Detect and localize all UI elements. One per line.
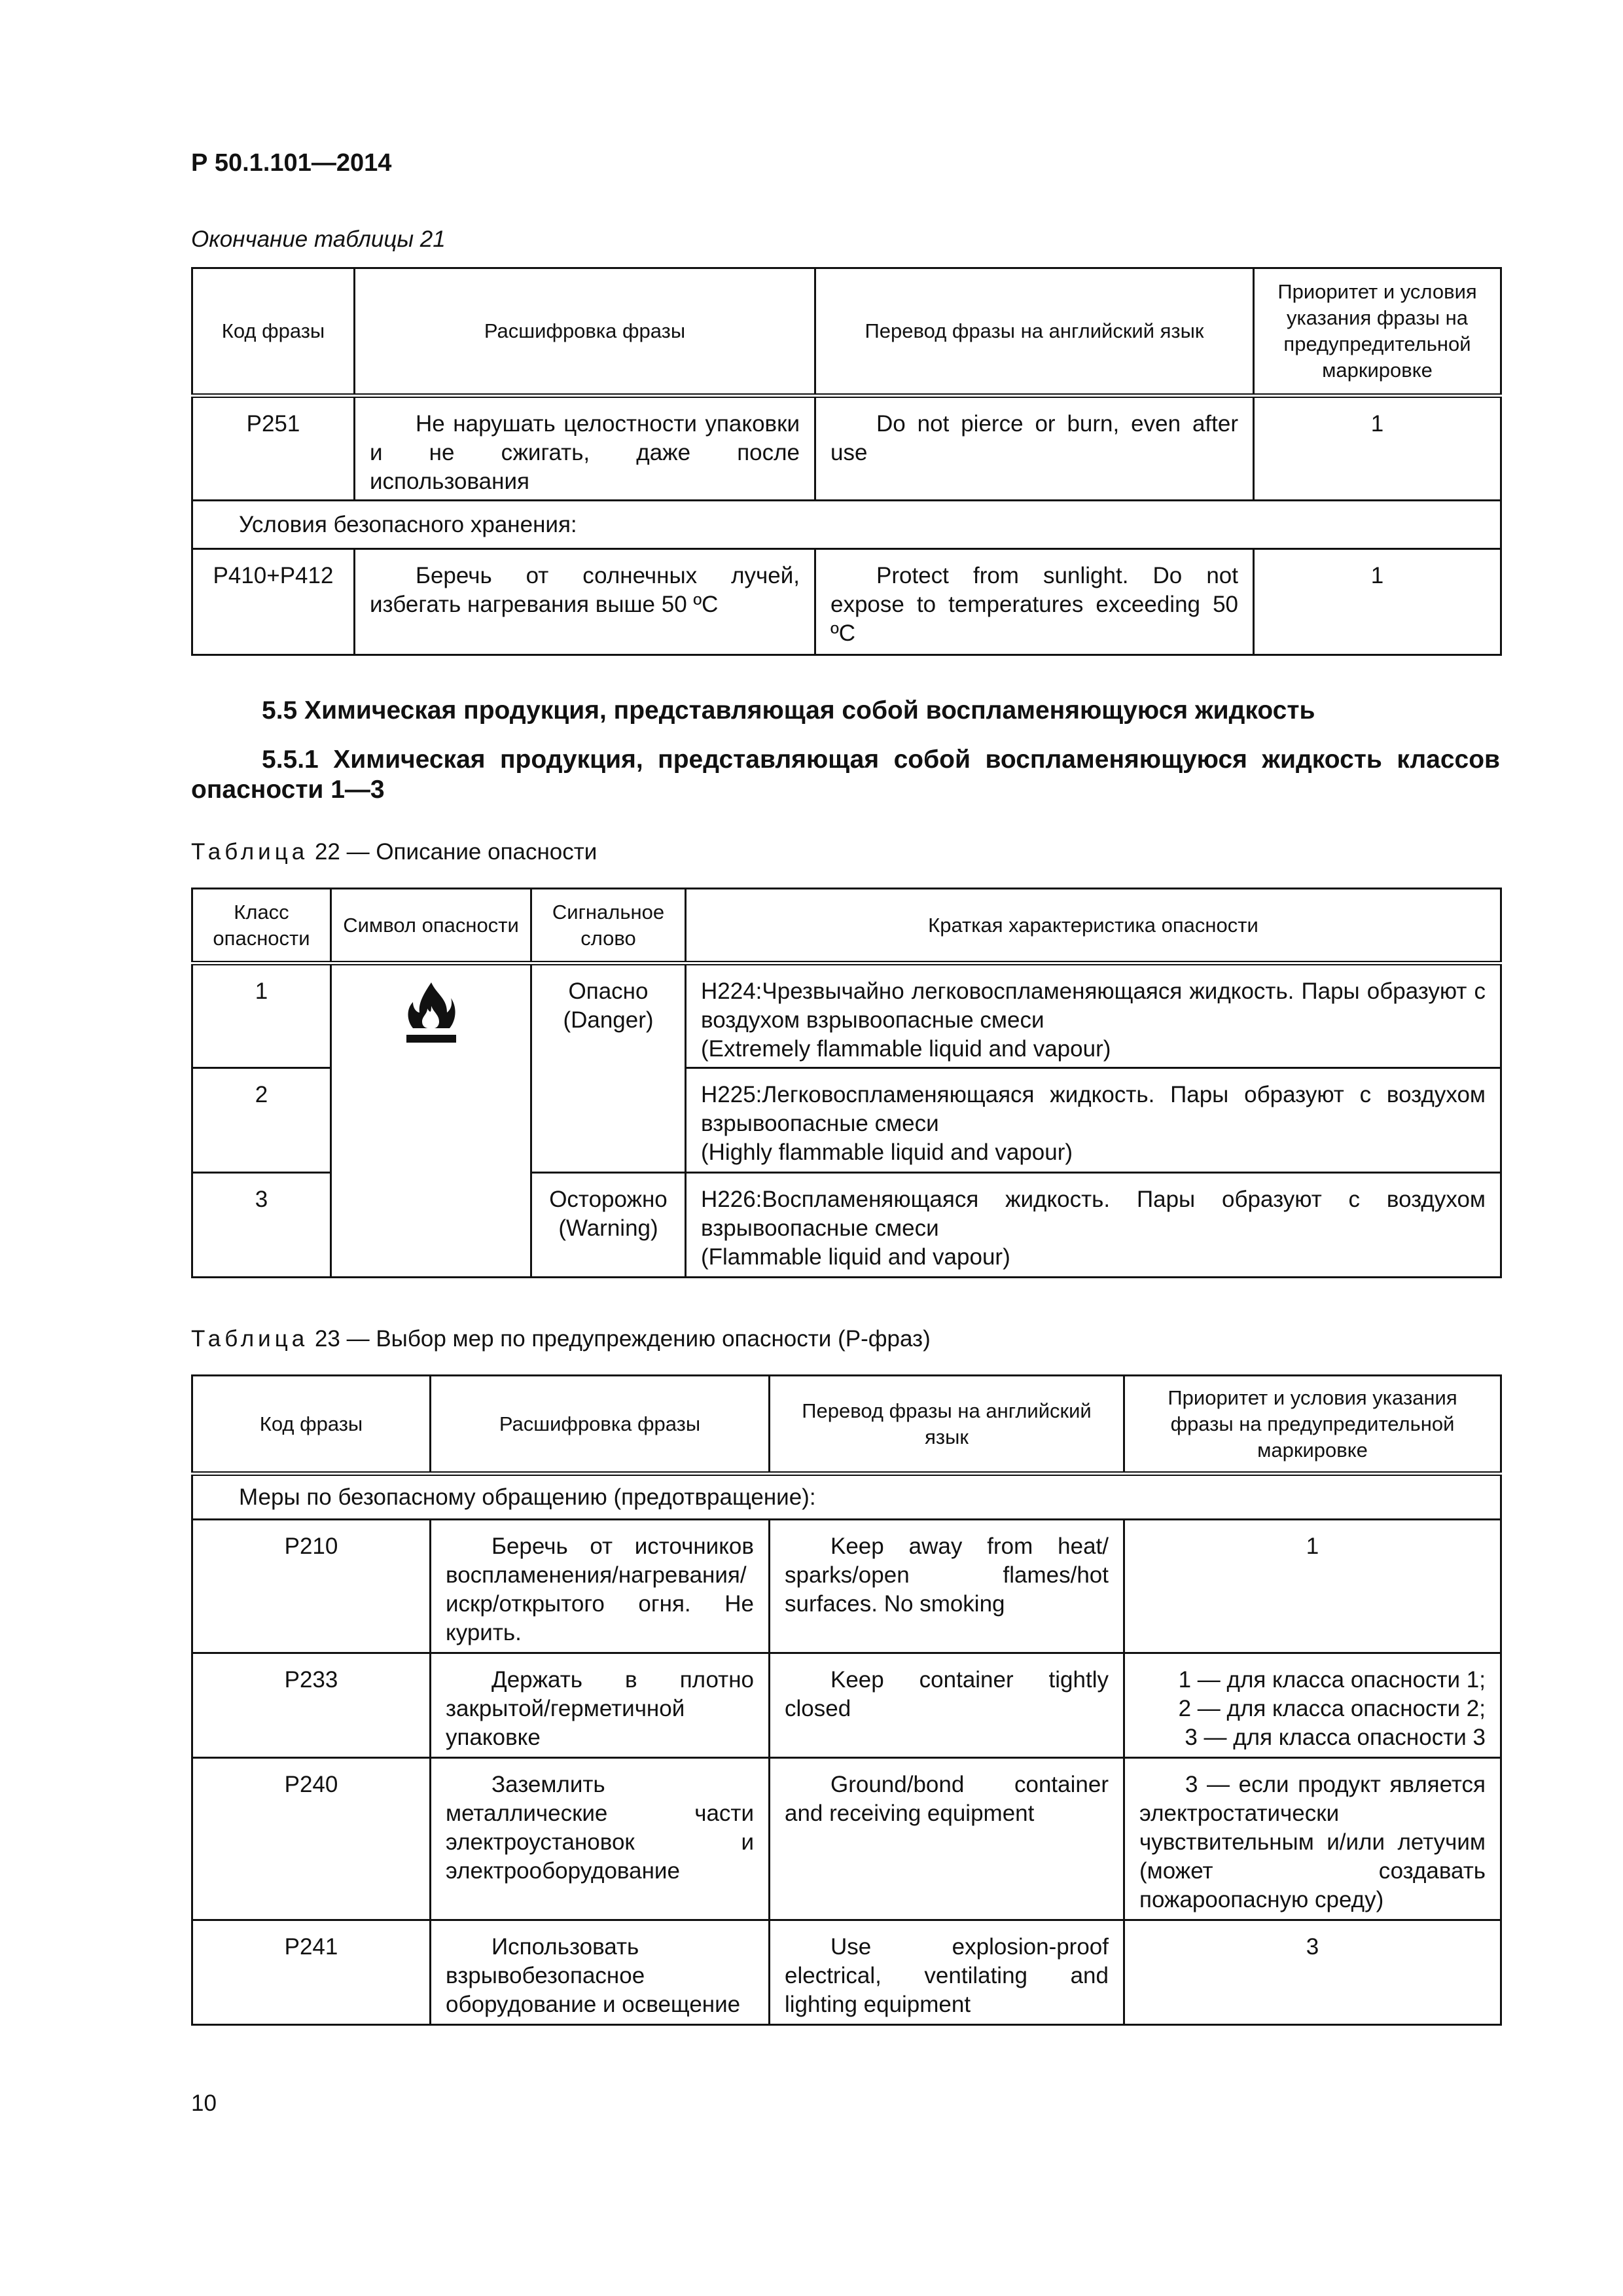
col-header-en: Перевод фразы на английский язык [815, 268, 1254, 396]
hazard-class: 1 [192, 963, 331, 1068]
col-header-ru: Расшифровка фразы [355, 268, 815, 396]
phrase-code: P410+P412 [192, 549, 355, 655]
table-subheader-row [192, 501, 1501, 549]
phrase-en: Keep away from heat/ sparks/open flames/hot surfaces. No smoking [770, 1520, 1124, 1653]
phrase-code: P233 [192, 1653, 431, 1758]
hazard-description: H224:Чрезвычайно легковоспламеняющаяся жидкость. Пары образуют с воздухом взрывоопасные смеси (Extremely flammable liquid and vapour) [686, 963, 1501, 1068]
table23-caption-prefix: Таблица [191, 1326, 309, 1352]
phrase-code: P240 [192, 1758, 431, 1920]
flame-icon [404, 980, 459, 1052]
signal-word: Опасно (Danger) [531, 963, 686, 1173]
phrase-en: Do not pierce or burn, even after use [815, 396, 1254, 501]
hazard-description: H226:Воспламеняющаяся жидкость. Пары образуют с воздухом взрывоопасные смеси (Flammable liquid and vapour) [686, 1173, 1501, 1278]
subheader-prevention: Меры по безопасному обращению (предотвращение): [192, 1474, 1501, 1520]
phrase-ru: Беречь от источников воспламенения/нагревания/искр/открытого огня. Не курить. [431, 1520, 770, 1653]
signal-word: Осторожно (Warning) [531, 1173, 686, 1278]
document-code: Р 50.1.101—2014 [191, 149, 392, 177]
col-header-code: Код фразы [192, 1376, 431, 1474]
subheader-storage: Условия безопасного хранения: [192, 501, 1501, 549]
col-header-code: Код фразы [192, 268, 355, 396]
hazard-symbol-cell [331, 963, 531, 1278]
col-header-description: Краткая характеристика опасности [686, 889, 1501, 963]
phrase-ru: Использовать взрывобезопасное оборудование и освещение [431, 1920, 770, 2025]
table23-caption [191, 1326, 931, 1352]
col-header-priority: Приоритет и условия указания фразы на предупредительной маркировке [1124, 1376, 1501, 1474]
page-number: 10 [191, 2090, 217, 2116]
table-21-end [191, 267, 1502, 656]
phrase-priority: 3 — если продукт является электростатически чувствительным и/или летучим (может создавать пожароопасную среду) [1124, 1758, 1501, 1920]
table23-caption-title: 23 — Выбор мер по предупреждению опасности (Р-фраз) [308, 1326, 931, 1352]
phrase-ru: Беречь от солнечных лучей, избегать нагревания выше 50 ºС [355, 549, 815, 655]
table-row [192, 1920, 1501, 2025]
table-22 [191, 888, 1502, 1278]
phrase-en: Use explosion-proof electrical, ventilating and lighting equipment [770, 1920, 1124, 2025]
phrase-en: Ground/bond container and receiving equipment [770, 1758, 1124, 1920]
hazard-class: 2 [192, 1068, 331, 1173]
table21-caption: Окончание таблицы 21 [191, 226, 446, 252]
table-row [192, 1520, 1501, 1653]
phrase-ru: Держать в плотно закрытой/герметичной упаковке [431, 1653, 770, 1758]
table-23 [191, 1374, 1502, 2026]
phrase-code: P210 [192, 1520, 431, 1653]
phrase-priority: 3 [1124, 1920, 1501, 2025]
table-row [192, 396, 1501, 501]
table22-caption-prefix: Таблица [191, 839, 309, 865]
table-subheader-row [192, 1474, 1501, 1520]
phrase-code: P241 [192, 1920, 431, 2025]
col-header-priority: Приоритет и условия указания фразы на предупредительной маркировке [1254, 268, 1501, 396]
hazard-description: H225:Легковоспламеняющаяся жидкость. Пары образуют с воздухом взрывоопасные смеси (Highly flammable liquid and vapour) [686, 1068, 1501, 1173]
phrase-en: Protect from sunlight. Do not expose to temperatures exceeding 50 ºС [815, 549, 1254, 655]
phrase-en: Keep container tightly closed [770, 1653, 1124, 1758]
table-row [192, 1653, 1501, 1758]
col-header-en: Перевод фразы на английский язык [770, 1376, 1124, 1474]
section-5-5-1-heading: 5.5.1 Химическая продукция, представляющая собой воспламеняющуюся жидкость классов опасности 1—3 [191, 745, 1500, 804]
phrase-priority: 1 [1124, 1520, 1501, 1653]
hazard-class: 3 [192, 1173, 331, 1278]
table-row [192, 1758, 1501, 1920]
phrase-priority: 1 — для класса опасности 1; 2 — для класса опасности 2; 3 — для класса опасности 3 [1124, 1653, 1501, 1758]
col-header-signal: Сигнальное слово [531, 889, 686, 963]
phrase-priority: 1 [1254, 396, 1501, 501]
section-5-5-heading: 5.5 Химическая продукция, представляющая собой воспламеняющуюся жидкость [262, 696, 1315, 725]
table22-caption-title: 22 — Описание опасности [308, 839, 597, 865]
phrase-code: P251 [192, 396, 355, 501]
table22-caption [191, 839, 597, 865]
col-header-class: Класс опасности [192, 889, 331, 963]
table-row [192, 549, 1501, 655]
col-header-symbol: Символ опасности [331, 889, 531, 963]
table-row [192, 963, 1501, 1068]
phrase-priority: 1 [1254, 549, 1501, 655]
col-header-ru: Расшифровка фразы [431, 1376, 770, 1474]
phrase-ru: Заземлить металлические части электроустановок и электрооборудование [431, 1758, 770, 1920]
phrase-ru: Не нарушать целостности упаковки и не сжигать, даже после использования [355, 396, 815, 501]
